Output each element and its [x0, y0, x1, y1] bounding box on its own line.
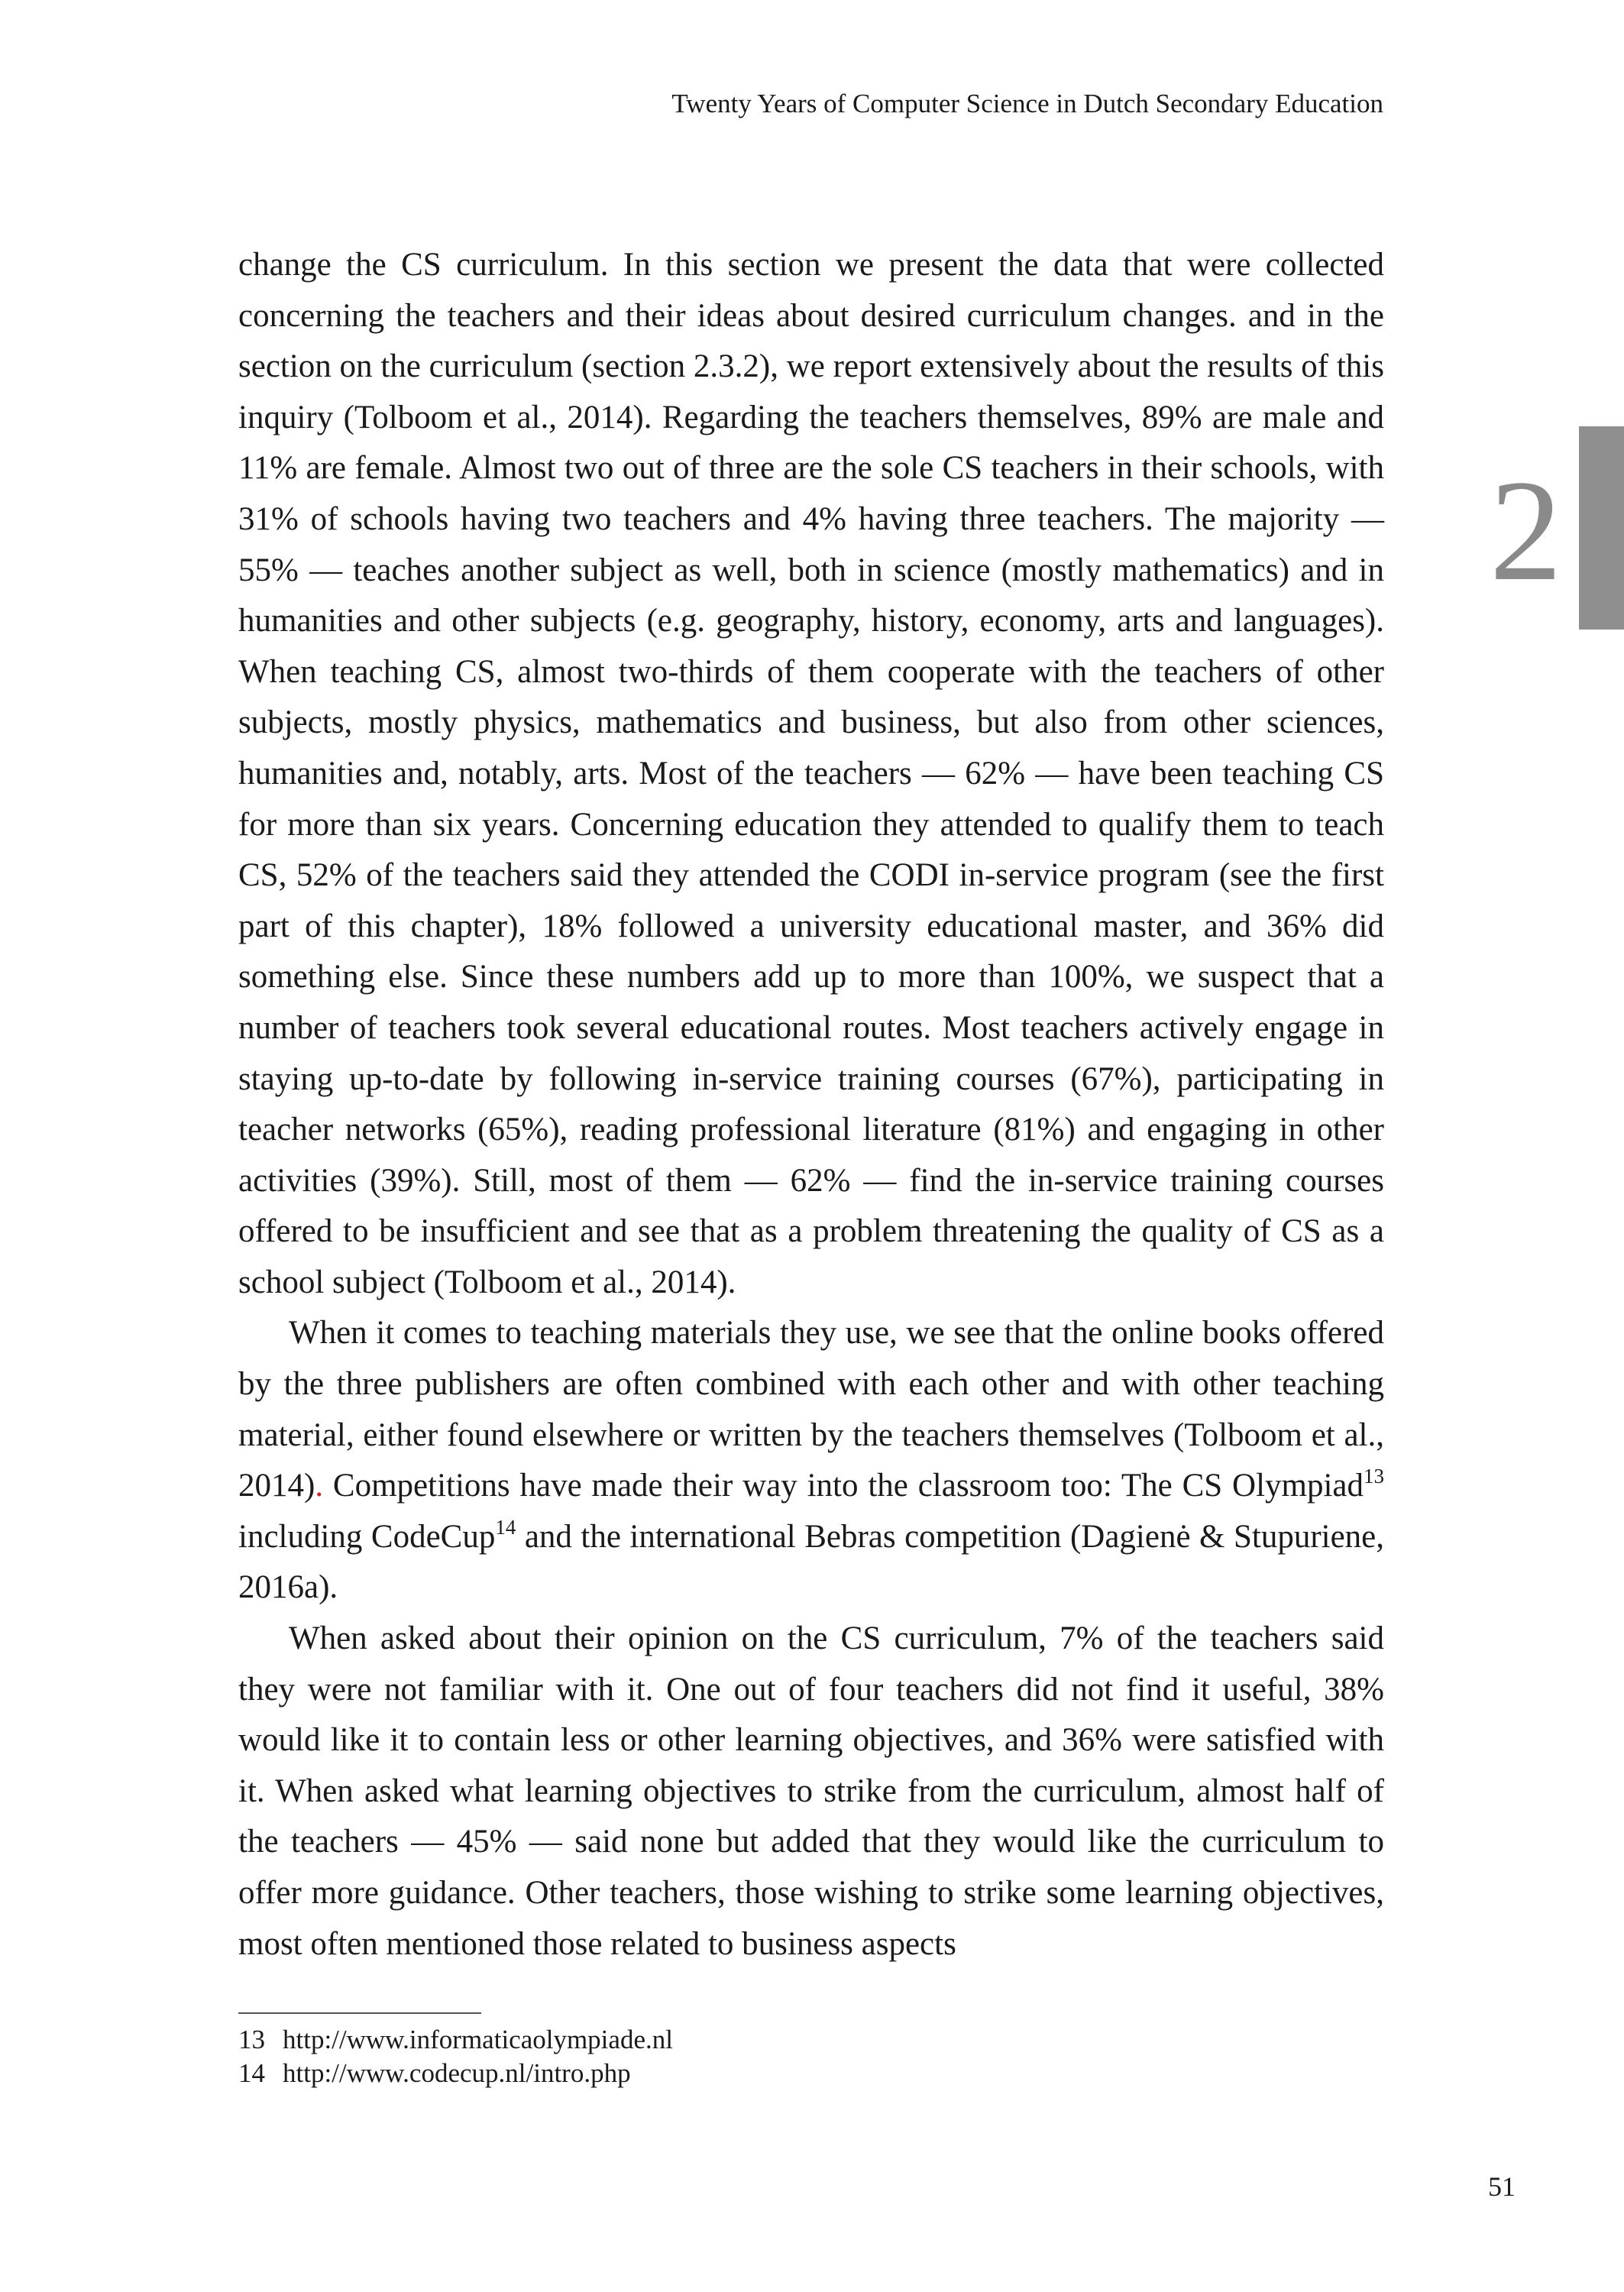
footnote-ref-13[interactable]: 13: [1364, 1465, 1384, 1488]
running-header: Twenty Years of Computer Science in Dutch Secondary Education: [671, 89, 1383, 118]
paragraph-curriculum-opinion: When asked about their opinion on the CS curriculum, 7% of the teachers said they were not familiar with it. One out of four teachers did not find it useful, 38% would like it to contain less or other learning objectives, and 36% were satisfied with it. When asked what learning objectives to strike from the curriculum, almost half of the teachers — 45% — said none but added that they would like the curriculum to offer more guidance. Other teachers, those wishing to strike some learning objectives, most often mentioned those related to business aspects: [238, 1620, 1384, 1962]
footnote-ref-14[interactable]: 14: [495, 1515, 516, 1539]
footnote-number: 13: [238, 2025, 265, 2054]
footnote-13: [238, 2023, 673, 2057]
footnote-number: 14: [238, 2058, 265, 2088]
paragraph-text: and the international Bebras competition (Dagienė & Stupuriene, 2016a).: [238, 1518, 1385, 1606]
footnote-url[interactable]: http://www.informaticaolympiade.nl: [283, 2025, 673, 2054]
footnotes: [238, 2023, 673, 2090]
chapter-tab-marker: [1579, 426, 1624, 630]
paragraph-teachers-survey: change the CS curriculum. In this section we present the data that were collected concerning the teachers and their ideas about desired curriculum changes. and in the section on the curriculum (section 2.3.2), we report extensively about the results of this inquiry (Tolboom et al., 2014). Regarding the teachers themselves, 89% are male and 11% are female. Almost two out of three are the sole CS teachers in their schools, with 31% of schools having two teachers and 4% having three teachers. The majority — 55% — teaches another subject as well, both in science (mostly mathematics) and in humanities and other subjects (e.g. geography, history, economy, arts and languages). When teaching CS, almost two-thirds of them cooperate with the teachers of other subjects, mostly physics, mathematics and business, but also from other sciences, humanities and, notably, arts. Most of the teachers — 62% — have been teaching CS for more than six years. Concerning education they attended to qualify them to teach CS, 52% of the teachers said they attended the CODI in-service program (see the first part of this chapter), 18% followed a university educational master, and 36% did something else. Since these numbers add up to more than 100%, we suspect that a number of teachers took several educational routes. Most teachers actively engage in staying up-to-date by following in-service training courses (67%), participating in teacher networks (65%), reading professional literature (81%) and engaging in other activities (39%). Still, most of them — 62% — find the in-service training courses offered to be insufficient and see that as a problem threatening the quality of CS as a school subject (Tolboom et al., 2014).: [238, 247, 1384, 1300]
paragraph-text: including CodeCup: [238, 1518, 496, 1555]
highlighted-period: .: [315, 1468, 324, 1504]
footnote-divider: [238, 2012, 481, 2014]
paragraph-teaching-materials: [238, 1308, 1384, 1614]
paragraph-text: When it comes to teaching materials they use, we see that the online books offered by the three publishers are often combined with each other and with other teaching material, either found elsewhere or written by the teachers themselves (Tolboom et al., 2014): [238, 1315, 1384, 1504]
page-number: 51: [1488, 2171, 1516, 2202]
paragraph-text: Competitions have made their way into the classroom too: The CS Olympiad: [323, 1468, 1364, 1504]
footnote-14: [238, 2057, 673, 2090]
footnote-url[interactable]: http://www.codecup.nl/intro.php: [283, 2058, 631, 2088]
chapter-number: 2: [1490, 451, 1562, 611]
body-text: [238, 240, 1384, 1970]
